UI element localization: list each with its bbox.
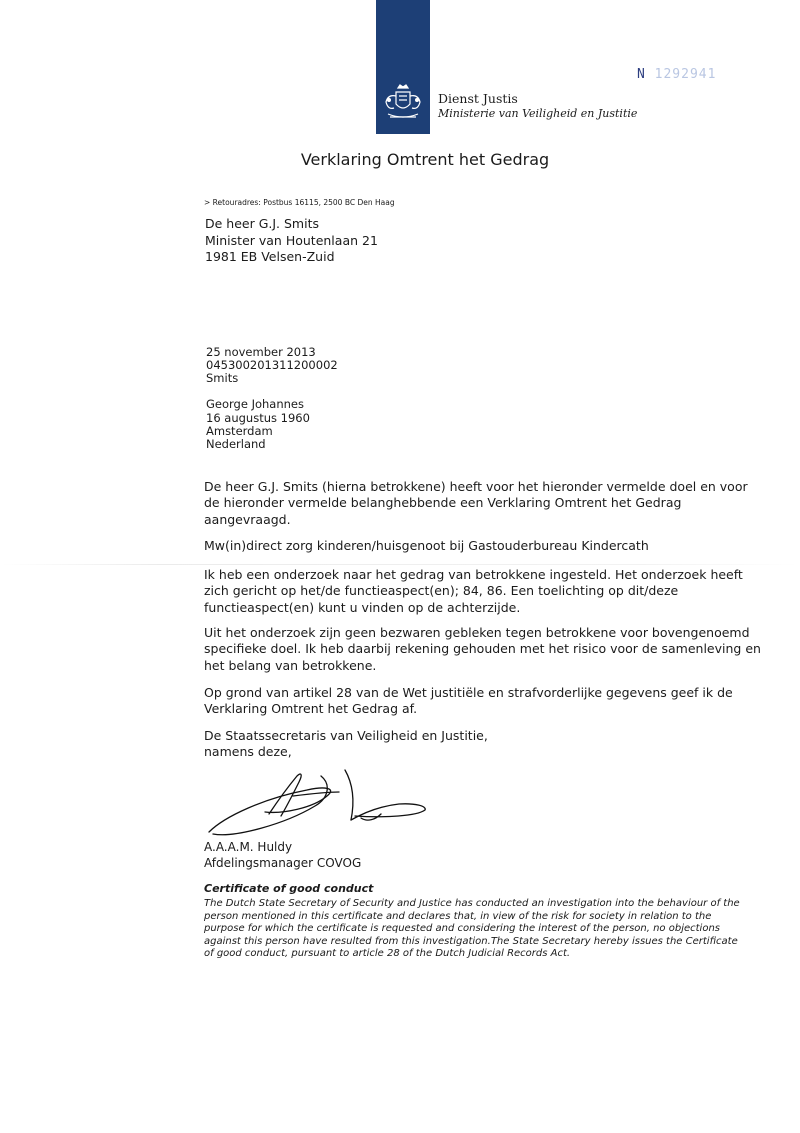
certificate-title: Certificate of good conduct xyxy=(204,882,374,895)
detail-value-geboorteplaats: Amsterdam xyxy=(206,423,273,438)
detail-value-kenmerk: 045300201311200002 xyxy=(206,358,338,373)
scan-artifact-line xyxy=(0,564,800,565)
recipient-city: 1981 EB Velsen-Zuid xyxy=(205,249,335,264)
document-number xyxy=(637,67,716,82)
closing-line-1: De Staatssecretaris van Veiligheid en Justitie, xyxy=(204,728,488,743)
signatory-name: A.A.A.M. Huldy xyxy=(204,840,293,854)
paragraph-conclusion: Uit het onderzoek zijn geen bezwaren gebleken tegen betrokkene voor bovengenoemd specifieke doel. Ik heb daarbij rekening gehouden met het risico voor de samenleving en het belang van betrokkene. xyxy=(204,625,761,673)
recipient-name: De heer G.J. Smits xyxy=(205,216,319,231)
ministry-name: Ministerie van Veiligheid en Justitie xyxy=(438,107,638,120)
detail-value-geboorteland: Nederland xyxy=(206,436,266,451)
certificate-text: The Dutch State Secretary of Security and Justice has conducted an investigation into the behaviour of the person mentioned in this certificate and declares that, in view of the risk for society in relation to the purpose for which the certificate is requested and considering the interest of the person, no objections against this person have resulted from this investigation.The State Secretary hereby issues the Certificate of good conduct, pursuant to article 28 of the Dutch Judicial Records Act. xyxy=(204,898,740,960)
detail-value-geslachtsnaam: Smits xyxy=(206,371,239,386)
signature-mark xyxy=(205,766,445,842)
paragraph-investigation: Ik heb een onderzoek naar het gedrag van betrokkene ingesteld. Het onderzoek heeft zich gericht op het/de functieaspect(en); 84, 86. Een toelichting op dit/deze functieaspect(en) kunt u vinden op de achterzijde. xyxy=(204,567,743,615)
closing-line-2: namens deze, xyxy=(204,744,292,759)
detail-value-geboortedatum: 16 augustus 1960 xyxy=(206,410,310,425)
paragraph-legal-basis: Op grond van artikel 28 van de Wet justitiële en strafvorderlijke gegevens geef ik de Verklaring Omtrent het Gedrag af. xyxy=(204,685,733,717)
paragraph-request: De heer G.J. Smits (hierna betrokkene) heeft voor het hieronder vermelde doel en voor de hieronder vermelde belanghebbende een Verklaring Omtrent het Gedrag aangevraagd. xyxy=(204,479,748,527)
signatory-block xyxy=(204,840,361,871)
document-title: Verklaring Omtrent het Gedrag xyxy=(300,150,550,169)
document-number-faded: 1292941 xyxy=(654,67,717,82)
detail-value-datum: 25 november 2013 xyxy=(206,345,316,359)
document-number-prefix: N xyxy=(637,67,646,82)
organization-name: Dienst Justis xyxy=(438,91,518,106)
signatory-role: Afdelingsmanager COVOG xyxy=(204,855,362,870)
recipient-address xyxy=(205,216,378,266)
detail-value-voornamen: George Johannes xyxy=(206,397,304,412)
return-address: > Retouradres: Postbus 16115, 2500 BC Den Haag xyxy=(204,198,395,207)
dutch-coat-of-arms-icon xyxy=(382,84,424,122)
paragraph-purpose: Mw(in)direct zorg kinderen/huisgenoot bij Gastouderbureau Kindercath xyxy=(204,538,649,553)
recipient-street: Minister van Houtenlaan 21 xyxy=(205,232,378,248)
